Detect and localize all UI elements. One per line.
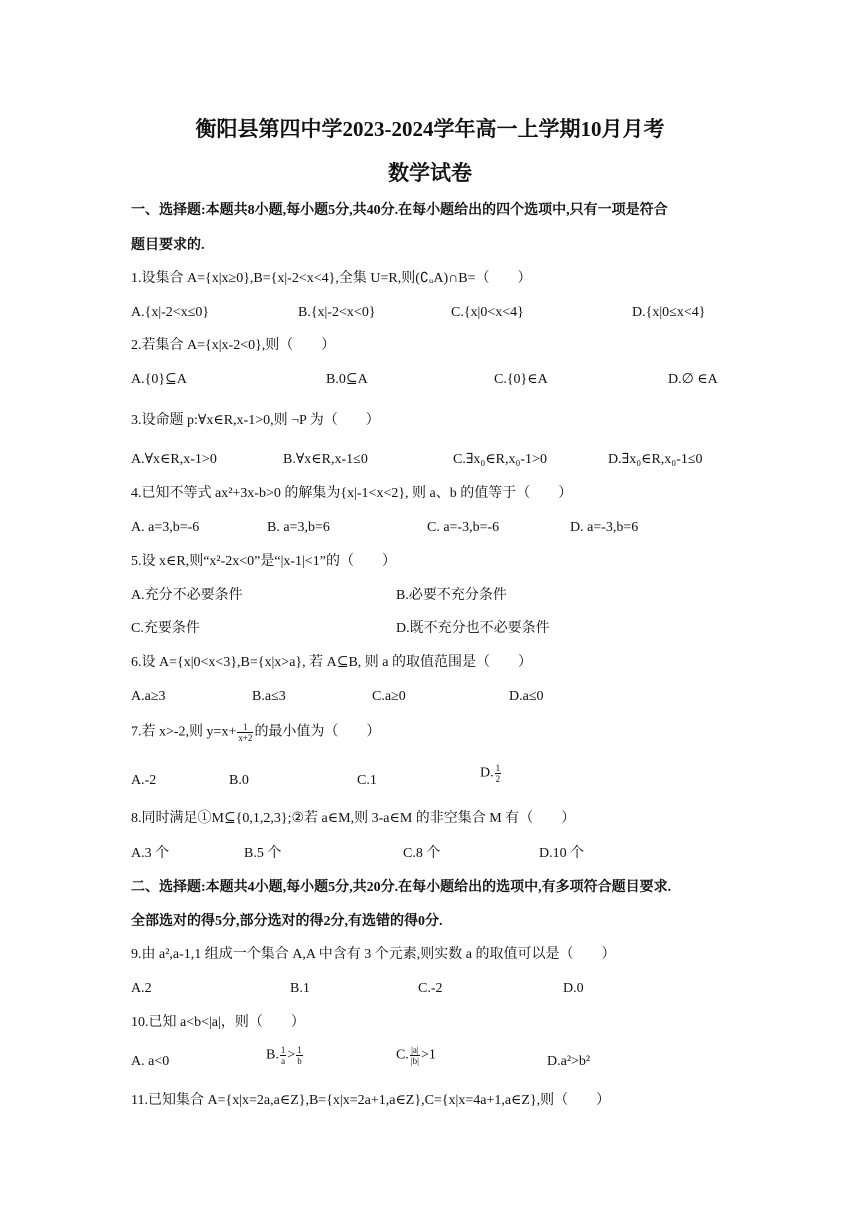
q4-option-b: B. a=3,b=6 [267, 520, 330, 535]
q1-option-b: B.{x|-2<x<0} [298, 305, 376, 320]
q3-option-d: D.∃x₀∈R,x₀-1≤0 [608, 452, 703, 467]
q9-option-c: C.-2 [418, 981, 443, 996]
q2-option-b: B.0⊆A [326, 372, 368, 387]
question-8: 8.同时满足①M⊆{0,1,2,3};②若 a∈M,则 3-a∈M 的非空集合 M 有（ ） [131, 811, 576, 826]
q7-fraction [237, 722, 253, 743]
q3-option-c: C.∃x₀∈R,x₀-1>0 [453, 452, 547, 467]
q3-option-a: A.∀x∈R,x-1>0 [131, 452, 217, 467]
q7-fraction-den: x+2 [238, 733, 253, 743]
question-1: 1.设集合 A={x|x≥0},B={x|-2<x<4},全集 U=R,则(∁ᵤA)∩B=（ ） [131, 271, 532, 286]
q6-option-a: A.a≥3 [131, 689, 166, 704]
section1-heading-cont: 题目要求的. [131, 238, 205, 253]
q2-option-a: A.{0}⊆A [131, 372, 187, 387]
q10-option-b [266, 1045, 304, 1066]
q7-stem-suffix: 的最小值为（ ） [254, 724, 381, 740]
q10-option-c-num: |a| [411, 1045, 419, 1055]
q1-option-a: A.{x|-2<x≤0} [131, 305, 210, 320]
q5-option-b: B.必要不充分条件 [396, 588, 507, 603]
section2-heading: 二、选择题:本题共4小题,每小题5分,共20分.在每小题给出的选项中,有多项符合题目要求. [131, 880, 672, 895]
q10-option-b-frac1 [280, 1045, 287, 1066]
question-10: 10.已知 a<b<|a|，则（ ） [131, 1015, 305, 1030]
q10-option-b-frac2-den: b [297, 1056, 302, 1066]
q6-option-b: B.a≤3 [252, 689, 286, 704]
q1-option-d: D.{x|0≤x<4} [632, 305, 706, 320]
question-7 [131, 722, 380, 743]
q4-option-d: D. a=-3,b=6 [570, 520, 639, 535]
q9-option-b: B.1 [290, 981, 310, 996]
q4-option-c: C. a=-3,b=-6 [427, 520, 500, 535]
q8-option-a: A.3 个 [131, 846, 170, 861]
q7-stem-prefix: 7.若 x>-2,则 y=x+ [131, 724, 237, 740]
q7-option-a: A.-2 [131, 773, 157, 788]
q7-option-d [480, 763, 502, 784]
q4-option-a: A. a=3,b=-6 [131, 520, 200, 535]
q7-option-d-fraction [495, 763, 502, 784]
q10-option-b-frac1-num: 1 [280, 1045, 286, 1055]
page-subtitle: 数学试卷 [388, 161, 472, 185]
q10-option-b-label: B. [266, 1047, 279, 1063]
q1-option-c: C.{x|0<x<4} [451, 305, 524, 320]
q7-option-d-den: 2 [495, 774, 501, 784]
q10-option-c-suffix: >1 [420, 1047, 436, 1063]
q10-option-c [396, 1045, 436, 1066]
q10-option-d: D.a²>b² [547, 1054, 591, 1069]
section1-heading: 一、选择题:本题共8小题,每小题5分,共40分.在每小题给出的四个选项中,只有一项是符合 [131, 203, 668, 218]
q10-option-a: A. a<0 [131, 1054, 170, 1069]
q7-option-c: C.1 [357, 773, 377, 788]
q9-option-d: D.0 [563, 981, 584, 996]
q7-option-b: B.0 [229, 773, 249, 788]
q8-option-b: B.5 个 [244, 846, 282, 861]
section2-heading-cont: 全部选对的得5分,部分选对的得2分,有选错的得0分. [131, 914, 443, 929]
q6-option-c: C.a≥0 [372, 689, 406, 704]
q10-option-c-den: |b| [410, 1056, 419, 1066]
q3-option-b: B.∀x∈R,x-1≤0 [283, 452, 368, 467]
question-5: 5.设 x∈R,则“x²-2x<0”是“|x-1|<1”的（ ） [131, 554, 396, 569]
q5-option-d: D.既不充分也不必要条件 [396, 621, 550, 636]
q7-fraction-num: 1 [237, 722, 253, 733]
q6-option-d: D.a≤0 [509, 689, 544, 704]
question-11: 11.已知集合 A={x|x=2a,a∈Z},B={x|x=2a+1,a∈Z},C={x|x=4a+1,a∈Z},则（ ） [131, 1093, 611, 1108]
q8-option-d: D.10 个 [539, 846, 585, 861]
q7-option-d-num: 1 [495, 763, 501, 773]
q10-option-b-frac2 [296, 1045, 303, 1066]
q10-option-b-frac2-num: 1 [297, 1045, 302, 1055]
question-2: 2.若集合 A={x|x-2<0},则（ ） [131, 338, 336, 353]
q10-option-c-fraction [410, 1045, 420, 1066]
q2-option-c: C.{0}∈A [494, 372, 548, 387]
question-9: 9.由 a²,a-1,1 组成一个集合 A,A 中含有 3 个元素,则实数 a 的取值可以是（ ） [131, 947, 616, 962]
question-3: 3.设命题 p:∀x∈R,x-1>0,则 ¬P 为（ ） [131, 413, 380, 428]
q2-option-d: D.∅ ∈A [668, 372, 718, 387]
page-title: 衡阳县第四中学2023-2024学年高一上学期10月月考 [195, 117, 665, 141]
q9-option-a: A.2 [131, 981, 152, 996]
q10-option-c-label: C. [396, 1047, 409, 1063]
q7-option-d-label: D. [480, 765, 494, 781]
question-4: 4.已知不等式 ax²+3x-b>0 的解集为{x|-1<x<2}, 则 a、b 的值等于（ ） [131, 486, 573, 501]
q5-option-a: A.充分不必要条件 [131, 588, 243, 603]
q10-option-b-frac1-den: a [281, 1056, 286, 1066]
q5-option-c: C.充要条件 [131, 621, 200, 636]
question-6: 6.设 A={x|0<x<3},B={x|x>a}, 若 A⊆B, 则 a 的取值范围是（ ） [131, 655, 533, 670]
q8-option-c: C.8 个 [403, 846, 441, 861]
q10-option-b-gt: > [287, 1047, 296, 1063]
